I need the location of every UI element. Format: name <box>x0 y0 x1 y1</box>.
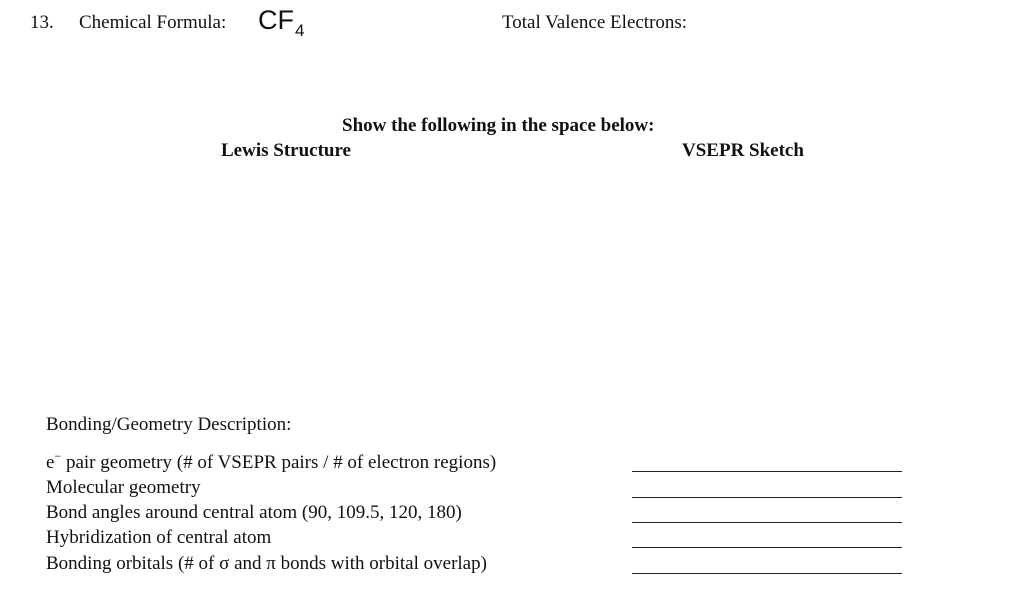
lewis-structure-label: Lewis Structure <box>221 140 351 161</box>
bond-angles-answer-line[interactable] <box>632 522 902 523</box>
formula-subscript: 4 <box>295 21 305 40</box>
pair-geometry-superscript: − <box>54 449 62 463</box>
formula-main: CF <box>258 5 294 35</box>
pair-geometry-question <box>46 449 497 475</box>
molecular-geometry-question: Molecular geometry <box>46 477 201 498</box>
vsepr-sketch-label: VSEPR Sketch <box>682 140 804 161</box>
formula-value <box>258 5 305 40</box>
pair-geometry-prefix: e <box>46 452 55 473</box>
total-valence-electrons-label: Total Valence Electrons: <box>502 12 688 33</box>
bonding-orbitals-question: Bonding orbitals (# of σ and π bonds with orbital overlap) <box>46 553 487 574</box>
pair-geometry-text: pair geometry (# of VSEPR pairs / # of electron regions) <box>61 452 497 473</box>
hybridization-question: Hybridization of central atom <box>46 527 272 548</box>
question-number: 13. <box>30 12 54 33</box>
bonding-geometry-heading: Bonding/Geometry Description: <box>46 414 292 435</box>
formula-label: Chemical Formula: <box>79 12 227 33</box>
hybridization-answer-line[interactable] <box>632 547 902 548</box>
pair-geometry-answer-line[interactable] <box>632 471 902 472</box>
instructions-text: Show the following in the space below: <box>342 115 655 136</box>
bond-angles-question: Bond angles around central atom (90, 109.5, 120, 180) <box>46 502 462 523</box>
molecular-geometry-answer-line[interactable] <box>632 497 902 498</box>
bonding-orbitals-answer-line[interactable] <box>632 573 902 574</box>
